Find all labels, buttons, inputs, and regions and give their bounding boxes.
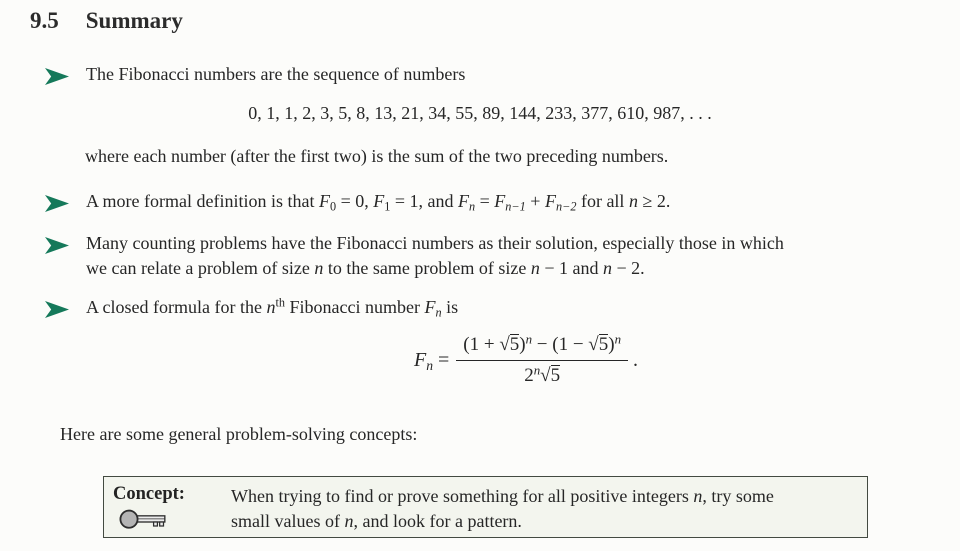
formula-fraction [456, 331, 628, 387]
arrow-bullet-icon [45, 66, 69, 87]
section-name: Summary [85, 8, 183, 33]
bullet-item-formal-definition [45, 189, 670, 214]
arrow-bullet-icon [45, 193, 69, 214]
concept-box-left-column [113, 483, 231, 532]
concept-box [103, 476, 868, 538]
fraction-numerator: $(1 + √5)^n - (1 - √5)^n$ [456, 334, 628, 361]
section-title [30, 8, 183, 34]
formula-period: . [633, 349, 639, 371]
bullet-text: A closed formula for the $n^{th}$ Fibonacci number $F_n$ is [86, 295, 459, 320]
bullet-continuation-text: where each number (after the first two) is the sum of the two preceding numbers. [85, 146, 669, 166]
binet-formula [0, 331, 960, 387]
bullet-item-closed-formula [45, 295, 458, 320]
bullet-text: A more formal definition is that $F_0 = 0$, $F_1 = 1$, and $F_n = F_{n-1} + F_{n-2}$ for all n ≥ 2. [86, 191, 671, 214]
bullet-item-counting-problems [45, 231, 784, 281]
intro-line: Here are some general problem-solving concepts: [60, 424, 418, 444]
key-icon [113, 507, 175, 532]
concept-label: Concept: [113, 484, 185, 504]
bullet-text: Many counting problems have the Fibonacci numbers as their solution, especially those in which we can relate a problem of size n to the same problem of size n − 1 and n − 2. [86, 233, 784, 278]
fraction-denominator: 2$^n$√5 [524, 362, 561, 386]
concept-text: When trying to find or prove something for all positive integers n, try some small values of n, and look for a pattern. [231, 486, 774, 531]
bullet-text: The Fibonacci numbers are the sequence of numbers [86, 64, 466, 84]
arrow-bullet-icon [45, 299, 69, 320]
fibonacci-sequence: 0, 1, 1, 2, 3, 5, 8, 13, 21, 34, 55, 89, 144, 233, 377, 610, 987, . . . [248, 103, 712, 123]
arrow-bullet-icon [45, 235, 69, 256]
section-number: 9.5 [30, 8, 59, 33]
bullet-item-fibonacci-sequence [45, 62, 465, 87]
formula-lhs: $F_n$ = [413, 349, 450, 373]
